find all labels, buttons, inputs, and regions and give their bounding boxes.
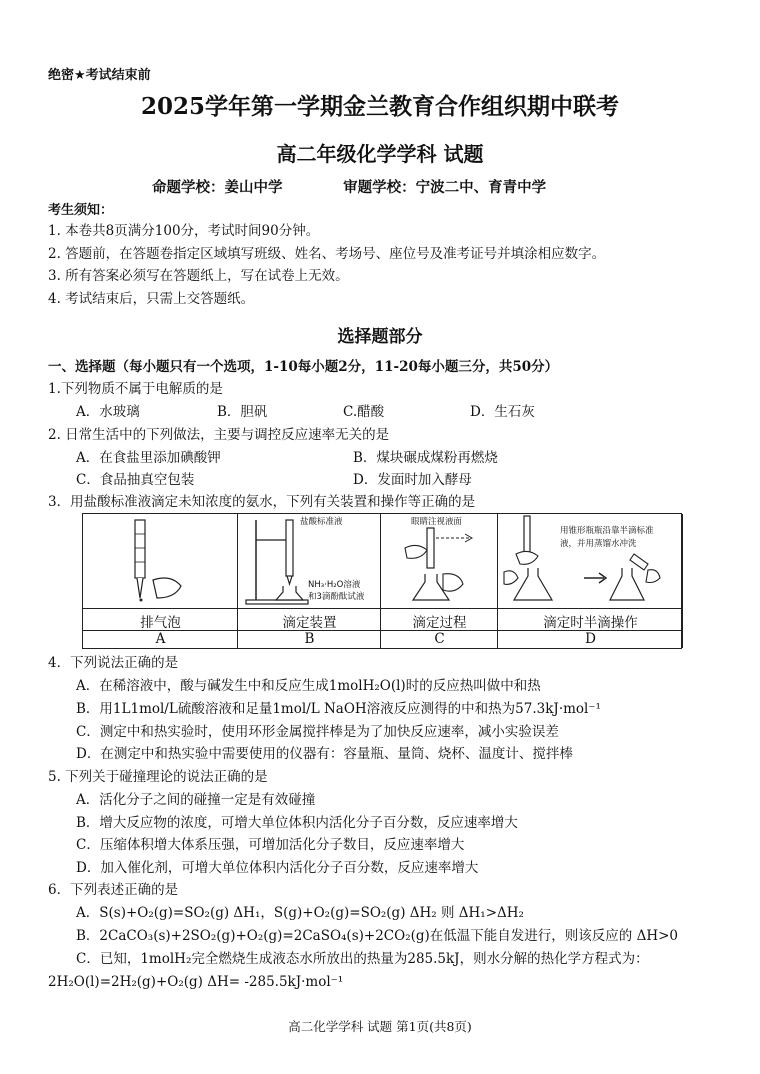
q5-option-c: C．压缩体积增大体系压强，可增加活化分子数目，反应速率增大: [76, 837, 465, 853]
caption-b: 滴定装置: [282, 615, 337, 631]
q3-stem: 3．用盐酸标准液滴定未知浓度的氨水，下列有关装置和操作等正确的是: [48, 494, 476, 510]
notice-item: 3. 所有答案必须写在答题纸上，写在试卷上无效。: [48, 268, 349, 284]
q4-option-a: A．在稀溶液中，酸与碱发生中和反应生成1molH₂O(l)时的反应热叫做中和热: [76, 678, 541, 694]
q6-option-b: B．2CaCO₃(s)+2SO₂(g)+O₂(g)=2CaSO₄(s)+2CO₂(g)在低温下能自发进行，则该反应的 ΔH>0: [76, 928, 678, 944]
q4-option-d: D．在测定中和热实验中需要使用的仪器有：容量瓶、量筒、烧杯、温度计、搅拌棒: [76, 746, 573, 762]
label-ammonia-solution: NH₃·H₂O溶液: [308, 580, 361, 590]
label-hcl-standard: 盐酸标准液: [300, 517, 343, 527]
exam-title: 2025学年第一学期金兰教育合作组织期中联考: [140, 93, 619, 120]
caption-d: 滴定时半滴操作: [543, 615, 638, 631]
q5-option-d: D．加入催化剂，可增大单位体积内活化分子百分数，反应速率增大: [76, 860, 479, 876]
q6-option-c: C．已知，1molH₂完全燃烧生成液态水所放出的热量为285.5kJ，则水分解的热化学方程式为：: [76, 951, 649, 967]
q2-option-a: A．在食盐里添加碘酸钾: [76, 450, 221, 466]
caption-c: 滴定过程: [412, 615, 467, 631]
q6-option-c-equation: 2H₂O(l)=2H₂(g)+O₂(g) ΔH= -285.5kJ·mol⁻¹: [48, 974, 344, 990]
letter-d: D: [585, 631, 596, 647]
section-title: 选择题部分: [337, 327, 423, 347]
notice-item: 2. 答题前，在答题卷指定区域填写班级、姓名、考场号、座位号及准考证号并填涂相应数字。: [48, 246, 606, 262]
exam-subtitle: 高二年级化学学科 试题: [276, 142, 484, 166]
q2-stem: 2. 日常生活中的下列做法，主要与调控反应速率无关的是: [48, 427, 390, 443]
caption-a: 排气泡: [140, 615, 181, 631]
notice-item: 1. 本卷共8页满分100分，考试时间90分钟。: [48, 223, 320, 239]
q2-option-b: B．煤块碾成煤粉再燃烧: [353, 450, 498, 466]
q1-stem: 1.下列物质不属于电解质的是: [48, 381, 223, 397]
q2-option-d: D．发面时加入酵母: [353, 472, 472, 488]
q3-figure-table: [82, 513, 682, 649]
school-info: 命题学校：姜山中学 审题学校：宁波二中、育青中学: [152, 180, 547, 196]
part-heading: 一、选择题（每小题只有一个选项，1-10每小题2分，11-20每小题三分，共50分）: [48, 359, 559, 375]
notice-heading: 考生须知：: [48, 203, 114, 218]
notice-item: 4. 考试结束后，只需上交答题纸。: [48, 291, 255, 307]
q1-option-a: A．水玻璃: [76, 404, 140, 420]
label-watch-surface: 眼睛注视液面: [411, 517, 463, 527]
q5-stem: 5. 下列关于碰撞理论的说法正确的是: [48, 769, 268, 785]
letter-c: C: [434, 631, 445, 647]
q4-option-b: B．用1L1mol/L硫酸溶液和足量1mol/L NaOH溶液反应测得的中和热为57.3kJ·mol⁻¹: [76, 701, 601, 717]
q1-option-d: D．生石灰: [470, 404, 535, 420]
label-half-drop-2: 液，并用蒸馏水冲洗: [560, 539, 637, 549]
q5-option-b: B．增大反应物的浓度，可增大单位体积内活化分子百分数，反应速率增大: [76, 815, 518, 831]
q1-option-c: C.醋酸: [343, 404, 385, 420]
letter-b: B: [304, 631, 315, 647]
q4-stem: 4．下列说法正确的是: [48, 655, 179, 671]
q1-option-b: B．胆矾: [217, 404, 268, 420]
q6-option-a: A．S(s)+O₂(g)=SO₂(g) ΔH₁，S(g)+O₂(g)=SO₂(g) ΔH₂ 则 ΔH₁>ΔH₂: [76, 905, 524, 921]
letter-a: A: [155, 631, 166, 647]
q5-option-a: A．活化分子之间的碰撞一定是有效碰撞: [76, 792, 316, 808]
q4-option-c: C．测定中和热实验时，使用环形金属搅拌棒是为了加快反应速率，减小实验误差: [76, 724, 559, 740]
titration-process-illustration: [381, 514, 498, 608]
page-footer: 高二化学学科 试题 第1页(共8页): [288, 1019, 472, 1034]
burette-bubble-illustration: [83, 514, 238, 608]
label-phenolphthalein: 和3滴酚酞试液: [308, 592, 365, 602]
q2-option-c: C．食品抽真空包装: [76, 472, 195, 488]
q6-stem: 6．下列表述正确的是: [48, 882, 179, 898]
label-half-drop-1: 用锥形瓶瓶沿靠半滴标准: [560, 526, 654, 536]
confidential-mark: 绝密★考试结束前: [48, 68, 151, 83]
